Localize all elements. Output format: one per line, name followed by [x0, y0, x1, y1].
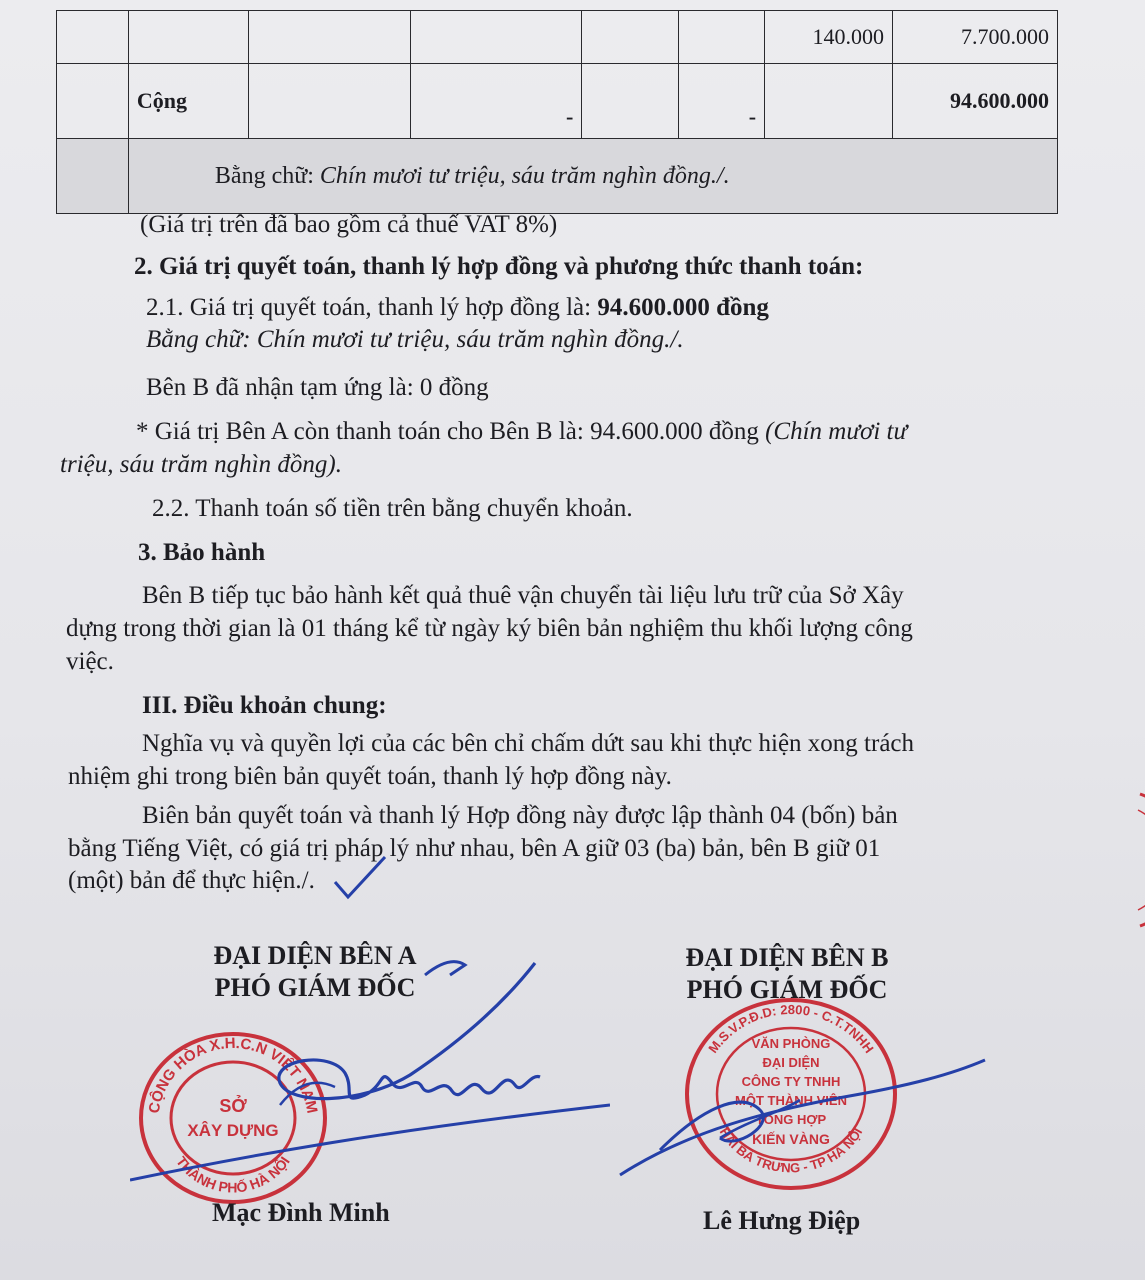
dash-cell: - [410, 64, 582, 139]
party-a-title: ĐẠI DIỆN BÊN A [213, 941, 417, 970]
vat-note: (Giá trị trên đã bao gồm cả thuế VAT 8%) [140, 211, 558, 238]
settlement-value: 94.600.000 đồng [597, 294, 769, 321]
general-terms-line: Nghĩa vụ và quyền lợi của các bên chỉ chấm dứt sau khi thực hiện xong trách [142, 730, 915, 757]
seal-a-center-text: XÂY DỰNG [187, 1121, 279, 1140]
section-III-heading: III. Điều khoản chung: [142, 692, 387, 719]
section-2-heading: 2. Giá trị quyết toán, thanh lý hợp đồng và phương thức thanh toán: [134, 253, 864, 280]
party-b-name: Lê Hưng Điệp [703, 1206, 861, 1235]
seal-b-center-text: CÔNG TY TNHH [741, 1074, 841, 1089]
general-terms-line: nhiệm ghi trong biên bản quyết toán, thanh lý hợp đồng này. [68, 763, 672, 790]
general-terms-line: Biên bản quyết toán và thanh lý Hợp đồng này được lập thành 04 (bốn) bản [142, 802, 898, 829]
remaining-payment-line: * Giá trị Bên A còn thanh toán cho Bên B là: 94.600.000 đồng (Chín mươi tư [136, 418, 908, 445]
seal-b-center-text: VĂN PHÒNG [751, 1036, 831, 1051]
seal-b-bottom-text: HAI BÀ TRƯNG - TP HÀ NỘI [716, 1124, 866, 1176]
warranty-line: việc. [66, 648, 114, 675]
seal-b-center-text: ĐẠI DIỆN [762, 1055, 820, 1070]
advance-line: Bên B đã nhận tạm ứng là: 0 đồng [146, 374, 489, 401]
party-a-position: PHÓ GIÁM ĐỐC [214, 973, 416, 1002]
total-label: Cộng [128, 64, 248, 139]
seal-a-bottom-text: THÀNH PHỐ HÀ NỘI [173, 1153, 293, 1196]
seal-b-center-text: KIẾN VÀNG [752, 1131, 830, 1147]
seal-b-stamp [680, 990, 902, 1190]
section-3-heading: 3. Bảo hành [138, 539, 266, 566]
remaining-payment-words: triệu, sáu trăm nghìn đồng). [60, 451, 342, 478]
seal-a-center-text: SỞ [219, 1096, 247, 1116]
amount-in-words-cell [128, 139, 1057, 214]
unit-price-cell: 140.000 [765, 11, 893, 64]
payment-method-line: 2.2. Thanh toán số tiền trên bằng chuyển khoản. [152, 495, 633, 522]
total-amount: 94.600.000 [893, 64, 1058, 139]
settlement-value-line: 2.1. Giá trị quyết toán, thanh lý hợp đồng là: 94.600.000 đồng [146, 294, 769, 321]
dash-cell: - [679, 64, 765, 139]
seal-b-center-text: MỘT THÀNH VIÊN [735, 1093, 847, 1108]
seal-b-center-text: TỔNG HỢP [755, 1112, 827, 1127]
party-a-name: Mạc Đình Minh [212, 1198, 390, 1227]
seal-b-ring-text: M.S.V.P.Đ.D: 2800 - C.T.TNHH [705, 1001, 877, 1056]
table-row-total [57, 64, 1058, 139]
amount-cell: 7.700.000 [893, 11, 1058, 64]
party-b-position: PHÓ GIÁM ĐỐC [686, 975, 888, 1004]
party-b-title: ĐẠI DIỆN BÊN B [685, 943, 889, 972]
table-row [57, 11, 1058, 64]
seal-a-stamp [128, 1018, 338, 1208]
general-terms-line: bằng Tiếng Việt, có giá trị pháp lý như nhau, bên A giữ 03 (ba) bản, bên B giữ 01 [68, 835, 881, 862]
general-terms-line: (một) bản để thực hiện./. [68, 867, 315, 894]
seal-a-ring-text: CỘNG HÒA X.H.C.N VIỆT NAM [145, 1034, 321, 1115]
warranty-line: dựng trong thời gian là 01 tháng kể từ ngày ký biên bản nghiệm thu khối lượng công [66, 615, 913, 642]
table-row-words [57, 139, 1058, 214]
settlement-in-words: Bằng chữ: Chín mươi tư triệu, sáu trăm nghìn đồng./. [146, 326, 684, 353]
in-words-label: Bằng chữ: [214, 162, 314, 189]
party-a-signature-block [180, 940, 450, 1004]
summary-table [56, 10, 1058, 214]
in-words-value: Chín mươi tư triệu, sáu trăm nghìn đồng./. [319, 162, 730, 189]
warranty-line: Bên B tiếp tục bảo hành kết quả thuê vận chuyển tài liệu lưu trữ của Sở Xây [142, 582, 904, 609]
edge-seal-fragment [1100, 790, 1145, 930]
